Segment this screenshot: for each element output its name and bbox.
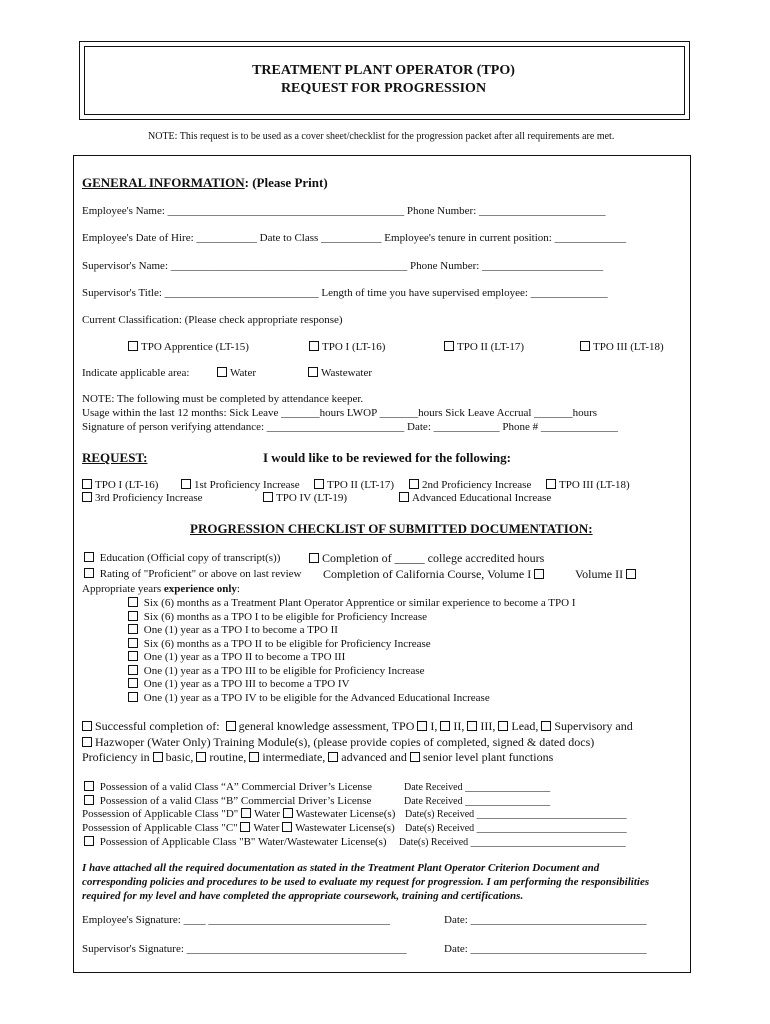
class-option-tpo2[interactable] bbox=[444, 341, 524, 353]
request-tpo4[interactable] bbox=[263, 492, 347, 504]
employee-name-line[interactable]: Employee's Name: ___________________________________________ Phone Number: _______________________ bbox=[82, 205, 606, 217]
experience-item[interactable] bbox=[128, 665, 425, 677]
checkbox[interactable] bbox=[546, 479, 556, 489]
request-option-label: Advanced Educational Increase bbox=[412, 492, 552, 504]
request-option-label: 1st Proficiency Increase bbox=[194, 479, 300, 491]
experience-item[interactable] bbox=[128, 651, 345, 663]
license-class-a-received[interactable]: Date Received _________________ bbox=[404, 782, 551, 793]
class-option-label: TPO I (LT-16) bbox=[322, 341, 386, 353]
checkbox[interactable] bbox=[409, 479, 419, 489]
checkbox[interactable] bbox=[626, 569, 636, 579]
checkbox[interactable] bbox=[240, 822, 250, 832]
checkbox[interactable] bbox=[84, 781, 94, 791]
checkbox[interactable] bbox=[84, 836, 94, 846]
checklist-heading: PROGRESSION CHECKLIST OF SUBMITTED DOCUMENTATION: bbox=[190, 521, 593, 536]
request-heading: I would like to be reviewed for the following: bbox=[263, 450, 511, 465]
proficiency-level-label: senior level plant functions bbox=[422, 750, 554, 764]
experience-item[interactable] bbox=[128, 624, 338, 636]
experience-item-label: One (1) year as a TPO IV to be eligible for the Advanced Educational Increase bbox=[143, 692, 490, 704]
request-label: REQUEST: bbox=[82, 450, 148, 465]
license-label: Possession of a valid Class “A” Commercial Driver’s License bbox=[99, 781, 373, 793]
checkbox[interactable] bbox=[249, 752, 259, 762]
form-title-line2: REQUEST FOR PROGRESSION bbox=[280, 81, 487, 96]
proficiency-line bbox=[82, 750, 553, 765]
successful-completion-line bbox=[82, 719, 633, 734]
volume2-label: Volume II bbox=[575, 567, 624, 581]
experience-bold: experience only bbox=[163, 583, 237, 595]
license-class-c-received[interactable]: Date(s) Received ______________________________ bbox=[405, 823, 627, 834]
rating-label: Rating of "Proficient" or above on last review bbox=[99, 568, 302, 580]
experience-item[interactable] bbox=[128, 692, 490, 704]
request-prof1[interactable] bbox=[181, 479, 300, 491]
experience-item[interactable] bbox=[128, 638, 431, 650]
checkbox[interactable] bbox=[541, 721, 551, 731]
proficiency-level-label: intermediate, bbox=[262, 750, 326, 764]
checkbox[interactable] bbox=[226, 721, 236, 731]
checkbox[interactable] bbox=[84, 795, 94, 805]
supervisor-title-line[interactable]: Supervisor's Title: ____________________________ Length of time you have supervised employee: ______________ bbox=[82, 287, 608, 299]
checkbox[interactable] bbox=[410, 752, 420, 762]
experience-item-label: Six (6) months as a TPO I to be eligible for Proficiency Increase bbox=[143, 611, 428, 623]
checkbox[interactable] bbox=[328, 752, 338, 762]
general-info-heading-suffix: : (Please Print) bbox=[244, 175, 328, 190]
checkbox[interactable] bbox=[263, 492, 273, 502]
license-class-b-label: Possession of Applicable Class "B" Water/Wastewater License(s) bbox=[99, 836, 387, 848]
tpo-level-label: III, bbox=[480, 719, 496, 733]
checkbox[interactable] bbox=[128, 597, 138, 607]
class-option-label: TPO III (LT-18) bbox=[593, 341, 664, 353]
experience-item[interactable] bbox=[128, 678, 350, 690]
experience-item-label: One (1) year as a TPO II to become a TPO III bbox=[143, 651, 346, 663]
checkbox[interactable] bbox=[82, 737, 92, 747]
checkbox[interactable] bbox=[181, 479, 191, 489]
attestation-line1: I have attached all the required documentation as stated in the Treatment Plant Operator Criterion Document and bbox=[82, 862, 600, 874]
area-label: Indicate applicable area: bbox=[82, 367, 190, 379]
education-item[interactable] bbox=[84, 552, 280, 564]
tpo-level-label: Supervisory and bbox=[554, 719, 633, 733]
tpo-level-label: I, bbox=[430, 719, 438, 733]
checkbox[interactable] bbox=[467, 721, 477, 731]
request-option-label: 3rd Proficiency Increase bbox=[95, 492, 203, 504]
experience-suffix: : bbox=[236, 583, 240, 595]
leave-usage-line[interactable]: Usage within the last 12 months: Sick Leave _______hours LWOP _______hours Sick Leave Accrual _______hours bbox=[82, 407, 598, 419]
license-class-b-received[interactable]: Date(s) Received _______________________________ bbox=[399, 837, 626, 848]
class-option-tpo3[interactable] bbox=[580, 341, 664, 353]
checkbox[interactable] bbox=[309, 341, 319, 351]
checkbox[interactable] bbox=[444, 341, 454, 351]
employee-signature-line[interactable]: Employee's Signature: ____ _________________________________ bbox=[82, 914, 390, 926]
checkbox[interactable] bbox=[128, 665, 138, 675]
checkbox[interactable] bbox=[128, 638, 138, 648]
checkbox[interactable] bbox=[440, 721, 450, 731]
checkbox[interactable] bbox=[84, 568, 94, 578]
supervisor-signature-line[interactable]: Supervisor's Signature: ________________________________________ bbox=[82, 943, 407, 955]
license-class-d bbox=[82, 808, 395, 820]
experience-item-label: One (1) year as a TPO III to become a TPO IV bbox=[143, 678, 350, 690]
request-option-label: TPO II (LT-17) bbox=[327, 479, 395, 491]
volume2-item[interactable] bbox=[575, 567, 639, 582]
request-prof2[interactable] bbox=[409, 479, 531, 491]
general-info-heading bbox=[82, 175, 328, 191]
checkbox[interactable] bbox=[128, 624, 138, 634]
checkbox[interactable] bbox=[417, 721, 427, 731]
checkbox[interactable] bbox=[128, 341, 138, 351]
checkbox[interactable] bbox=[399, 492, 409, 502]
request-option-label: TPO IV (LT-19) bbox=[276, 492, 348, 504]
area-option-label: Wastewater bbox=[321, 367, 373, 379]
license-class-c bbox=[82, 822, 395, 834]
license-class-b[interactable] bbox=[84, 836, 387, 848]
experience-heading bbox=[82, 583, 240, 595]
wastewater-label: Wastewater License(s) bbox=[295, 808, 396, 820]
checkbox[interactable] bbox=[153, 752, 163, 762]
general-info-heading-label: GENERAL INFORMATION bbox=[82, 175, 245, 190]
checkbox[interactable] bbox=[580, 341, 590, 351]
checkbox[interactable] bbox=[308, 367, 318, 377]
request-option-label: TPO III (LT-18) bbox=[559, 479, 630, 491]
completion-course-item[interactable] bbox=[323, 567, 547, 582]
proficiency-level-label: routine, bbox=[209, 750, 247, 764]
license-class-d-label: Possession of Applicable Class "D" bbox=[82, 808, 239, 820]
completion-course-label: Completion of California Course, Volume I bbox=[323, 567, 532, 581]
checkbox[interactable] bbox=[534, 569, 544, 579]
checkbox[interactable] bbox=[128, 611, 138, 621]
hazwoper-item[interactable] bbox=[82, 735, 594, 750]
checkbox[interactable] bbox=[196, 752, 206, 762]
request-prof3[interactable] bbox=[82, 492, 203, 504]
education-label: Education (Official copy of transcript(s)) bbox=[99, 552, 281, 564]
checkbox[interactable] bbox=[82, 479, 92, 489]
experience-item-label: Six (6) months as a TPO II to be eligible for Proficiency Increase bbox=[143, 638, 431, 650]
request-tpo1[interactable] bbox=[82, 479, 158, 491]
license-class-d-received[interactable]: Date(s) Received ______________________________ bbox=[405, 809, 627, 820]
license-class-a[interactable] bbox=[84, 781, 372, 793]
attestation-line3: required for my level and have completed the appropriate coursework, training and certifications. bbox=[82, 890, 524, 902]
checkbox[interactable] bbox=[82, 721, 92, 731]
class-option-tpo1[interactable] bbox=[309, 341, 385, 353]
checkbox[interactable] bbox=[128, 678, 138, 688]
hazwoper-label: Hazwoper (Water Only) Training Module(s), (please provide copies of completed, signed & dated docs) bbox=[95, 735, 595, 749]
request-option-label: TPO I (LT-16) bbox=[95, 479, 159, 491]
class-option-label: TPO II (LT-17) bbox=[457, 341, 525, 353]
experience-item[interactable] bbox=[128, 611, 427, 623]
form-title-line1: TREATMENT PLANT OPERATOR (TPO) bbox=[252, 63, 515, 78]
checkbox[interactable] bbox=[241, 808, 251, 818]
license-class-c-label: Possession of Applicable Class "C" bbox=[82, 822, 238, 834]
experience-item[interactable] bbox=[128, 597, 576, 609]
attendance-signature-line[interactable]: Signature of person verifying attendance: _________________________ Date: ____________ Phone # ______________ bbox=[82, 421, 618, 433]
attendance-note: NOTE: The following must be completed by attendance keeper. bbox=[82, 393, 364, 405]
current-classification-label: Current Classification: (Please check appropriate response) bbox=[82, 314, 343, 326]
class-option-label: TPO Apprentice (LT-15) bbox=[141, 341, 249, 353]
experience-prefix: Appropriate years bbox=[82, 583, 164, 595]
request-tpo2[interactable] bbox=[314, 479, 394, 491]
request-tpo3[interactable] bbox=[546, 479, 630, 491]
general-knowledge-label: general knowledge assessment, TPO bbox=[238, 719, 415, 733]
checkbox[interactable] bbox=[498, 721, 508, 731]
checkbox[interactable] bbox=[128, 651, 138, 661]
license-class-b-cdl[interactable] bbox=[84, 795, 371, 807]
license-label: Possession of a valid Class “B” Commercial Driver’s License bbox=[99, 795, 372, 807]
rating-item[interactable] bbox=[84, 568, 301, 580]
checkbox[interactable] bbox=[309, 553, 319, 563]
checkbox[interactable] bbox=[128, 692, 138, 702]
checkbox[interactable] bbox=[82, 492, 92, 502]
wastewater-label: Wastewater License(s) bbox=[295, 822, 395, 834]
proficiency-level-label: basic, bbox=[165, 750, 194, 764]
completion-hours-item[interactable] bbox=[309, 551, 544, 566]
cover-note: NOTE: This request is to be used as a cover sheet/checklist for the progression packet after all requirements are met. bbox=[148, 131, 615, 142]
water-label: Water bbox=[253, 822, 280, 834]
checkbox[interactable] bbox=[314, 479, 324, 489]
area-option-label: Water bbox=[230, 367, 256, 379]
tpo-level-label: Lead, bbox=[511, 719, 539, 733]
experience-item-label: One (1) year as a TPO I to become a TPO II bbox=[143, 624, 338, 636]
checkbox[interactable] bbox=[84, 552, 94, 562]
experience-item-label: One (1) year as a TPO III to be eligible for Proficiency Increase bbox=[143, 665, 425, 677]
water-label: Water bbox=[254, 808, 281, 820]
license-class-b-cdl-received[interactable]: Date Received _________________ bbox=[404, 796, 551, 807]
proficiency-in-label: Proficiency in bbox=[82, 750, 150, 764]
successful-completion-label: Successful completion of: bbox=[95, 719, 220, 733]
employee-signature-date[interactable]: Date: ________________________________ bbox=[444, 914, 647, 926]
supervisor-signature-date[interactable]: Date: ________________________________ bbox=[444, 943, 647, 955]
area-option-water[interactable] bbox=[217, 367, 256, 379]
proficiency-level-label: advanced and bbox=[341, 750, 407, 764]
experience-item-label: Six (6) months as a Treatment Plant Operator Apprentice or similar experience to become a TPO I bbox=[143, 597, 576, 609]
area-option-wastewater[interactable] bbox=[308, 367, 372, 379]
checkbox[interactable] bbox=[283, 808, 293, 818]
completion-hours-label: Completion of _____ college accredited hours bbox=[322, 551, 545, 565]
attestation-line2: corresponding policies and procedures to be used to evaluate my request for progression. I am performing the responsibilities bbox=[82, 876, 650, 888]
checkbox[interactable] bbox=[282, 822, 292, 832]
checkbox[interactable] bbox=[217, 367, 227, 377]
request-option-label: 2nd Proficiency Increase bbox=[422, 479, 532, 491]
supervisor-name-line[interactable]: Supervisor's Name: ___________________________________________ Phone Number: ______________________ bbox=[82, 260, 604, 272]
class-option-apprentice[interactable] bbox=[128, 341, 249, 353]
tpo-level-label: II, bbox=[453, 719, 465, 733]
date-of-hire-line[interactable]: Employee's Date of Hire: ___________ Date to Class ___________ Employee's tenure in current position: _____________ bbox=[82, 232, 627, 244]
request-advanced-ed[interactable] bbox=[399, 492, 551, 504]
